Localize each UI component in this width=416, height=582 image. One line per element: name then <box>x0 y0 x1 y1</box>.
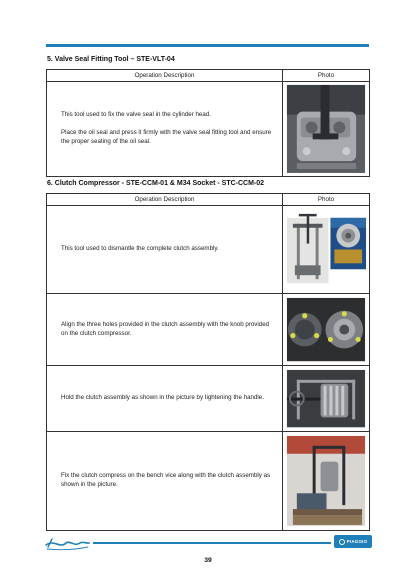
table-row <box>47 206 370 294</box>
piaggio-badge-label: PIAGGIO <box>346 539 368 544</box>
header-operation-description: Operation Description <box>47 70 283 82</box>
table-row <box>47 294 370 366</box>
photo-cell <box>283 82 370 177</box>
operation-description-cell: Align the three holes provided in the clutch assembly with the knob provided on the clutch compressor. <box>47 294 283 366</box>
description-paragraph: This tool used to fix the valve seal in the cylinder head. <box>61 111 211 119</box>
photo-cell <box>283 294 370 366</box>
table-row <box>47 82 370 177</box>
header-photo: Photo <box>283 194 370 206</box>
photo-cell <box>283 432 370 531</box>
piaggio-badge <box>334 535 372 548</box>
piaggio-shield-icon <box>339 539 345 545</box>
vespa-logo <box>44 535 90 551</box>
header-operation-description: Operation Description <box>47 194 283 206</box>
operation-description-cell: Hold the clutch assembly as shown in the picture by tightening the handle. <box>47 366 283 432</box>
photo-cell <box>283 366 370 432</box>
section-title-clutch-compressor: 6. Clutch Compressor - STE-CCM-01 & M34 Socket - STC-CCM-02 <box>47 180 265 187</box>
page-number: 39 <box>204 557 212 564</box>
table-header-row <box>47 194 370 206</box>
clutch-compressor-table <box>46 193 370 531</box>
header-rule <box>46 44 369 47</box>
operation-description-cell: Fix the clutch compress on the bench vice along with the clutch assembly as shown in the picture. <box>47 432 283 531</box>
clutch-hole-alignment-photo <box>283 294 369 365</box>
operation-description-cell: This tool used to dismantle the complete clutch assembly. <box>47 206 283 294</box>
bench-vice-clutch-photo <box>283 432 369 530</box>
clutch-handle-tightening-photo <box>283 366 369 431</box>
clutch-compressor-and-socket-photo <box>283 206 369 293</box>
valve-seal-table <box>46 69 370 177</box>
operation-description-cell <box>47 82 283 177</box>
photo-cell <box>283 206 370 294</box>
table-row <box>47 432 370 531</box>
table-header-row <box>47 70 370 82</box>
table-row <box>47 366 370 432</box>
valve-seal-tool-photo <box>283 82 369 176</box>
header-photo: Photo <box>283 70 370 82</box>
section-title-valve-seal: 5. Valve Seal Fitting Tool – STE-VLT-04 <box>47 56 175 63</box>
description-paragraph: Place the oil seal and press it firmly with the valve seal fitting tool and ensure the proper seating of the oil seal. <box>61 129 272 145</box>
footer-rule <box>93 542 331 544</box>
